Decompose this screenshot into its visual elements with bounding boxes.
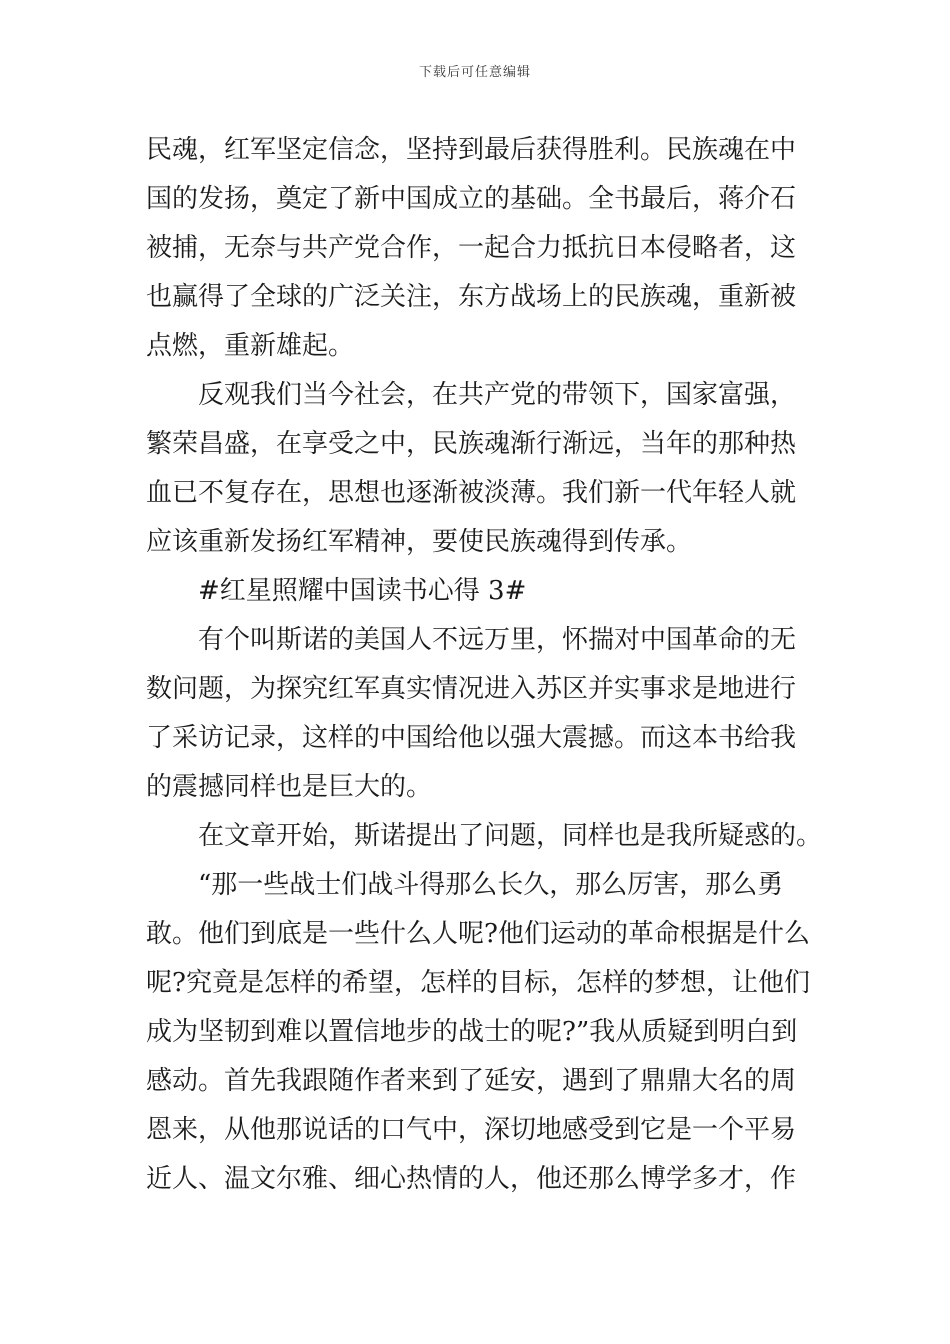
text-line: 被捕，无奈与共产党合作，一起合力抵抗日本侵略者，这 xyxy=(146,233,797,263)
text-line: 了采访记录，这样的中国给他以强大震撼。而这本书给我 xyxy=(146,723,797,753)
text-line: 民魂，红军坚定信念，坚持到最后获得胜利。民族魂在中 xyxy=(146,135,797,165)
text-line: 繁荣昌盛，在享受之中，民族魂渐行渐远，当年的那种热 xyxy=(146,429,797,459)
text-line: 敢。他们到底是一些什么人呢?他们运动的革命根据是什么 xyxy=(146,919,810,949)
page-header-note: 下载后可任意编辑 xyxy=(418,65,531,80)
text-line: 成为坚韧到难以置信地步的战士的呢?”我从质疑到明白到 xyxy=(146,1017,798,1047)
document-body xyxy=(146,126,823,1204)
paragraph-first-line: “那一些战士们战斗得那么长久，那么厉害，那么勇 xyxy=(198,870,784,900)
paragraph-first-line: 有个叫斯诺的美国人不远万里，怀揣对中国革命的无 xyxy=(198,625,797,655)
paragraph-first-line: 在文章开始，斯诺提出了问题，同样也是我所疑惑的。 xyxy=(198,821,823,851)
text-line: 恩来，从他那说话的口气中，深切地感受到它是一个平易 xyxy=(146,1115,797,1145)
text-line: 呢?究竟是怎样的希望，怎样的目标，怎样的梦想，让他们 xyxy=(146,968,810,998)
text-line: 血已不复存在，思想也逐渐被淡薄。我们新一代年轻人就 xyxy=(146,478,797,508)
text-line: 数问题，为探究红军真实情况进入苏区并实事求是地进行 xyxy=(146,674,797,704)
text-line: 也赢得了全球的广泛关注，东方战场上的民族魂，重新被 xyxy=(146,282,797,312)
section-heading: #红星照耀中国读书心得 3# xyxy=(198,576,527,606)
text-line: 近人、温文尔雅、细心热情的人，他还那么博学多才，作 xyxy=(146,1164,797,1194)
text-line: 感动。首先我跟随作者来到了延安，遇到了鼎鼎大名的周 xyxy=(146,1066,797,1096)
paragraph-first-line: 反观我们当今社会，在共产党的带领下，国家富强， xyxy=(198,380,797,410)
text-line: 的震撼同样也是巨大的。 xyxy=(146,772,433,802)
text-line: 国的发扬，奠定了新中国成立的基础。全书最后，蒋介石 xyxy=(146,184,797,214)
text-line: 点燃，重新雄起。 xyxy=(146,331,355,361)
text-line: 应该重新发扬红军精神，要使民族魂得到传承。 xyxy=(146,527,693,557)
